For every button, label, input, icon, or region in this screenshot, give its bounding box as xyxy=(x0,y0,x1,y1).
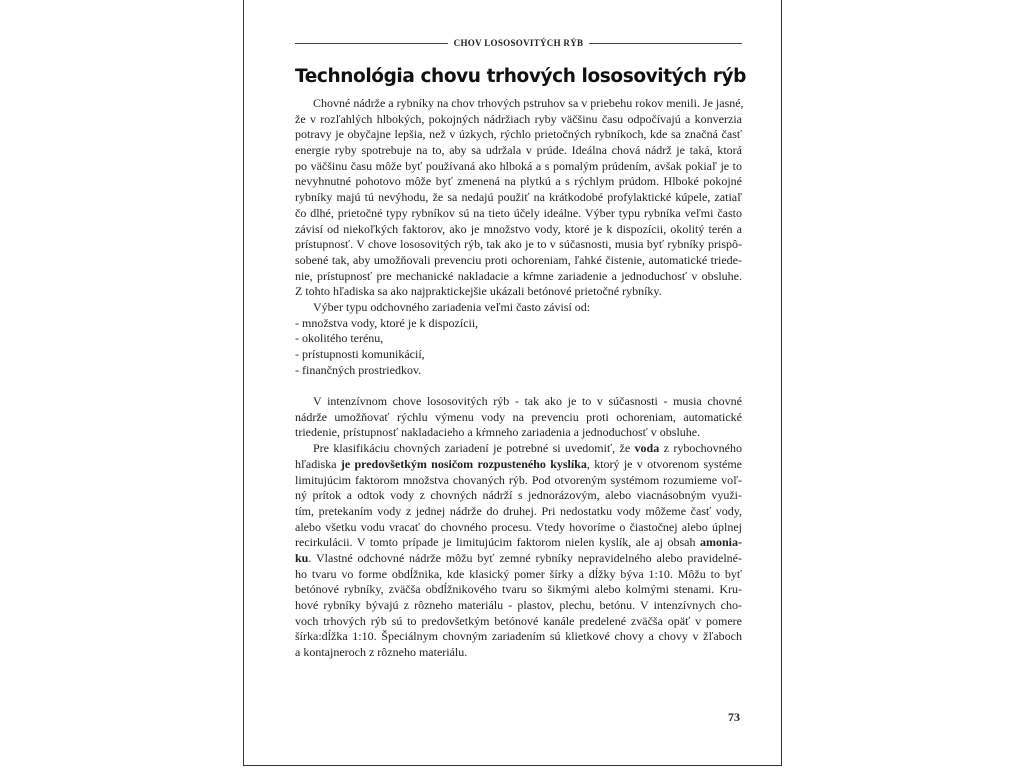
paragraph-gap xyxy=(295,378,742,394)
text-line-content: triedenie, prístupnosť nakladacieho a kŕmneho zariadenia a jednoduchosť v obsluhe. xyxy=(295,425,701,440)
text-line xyxy=(295,253,742,269)
text-line-content: a kontajneroch z rôzneho materiálu. xyxy=(295,645,468,660)
text-line-content: hové rybníky bývajú z rôzneho materiálu - plastov, plechu, betónu. V intenzívnych cho- xyxy=(295,598,742,612)
text-line xyxy=(295,347,742,363)
book-page xyxy=(243,0,782,766)
text-line-content: Výber typu odchovného zariadenia veľmi často závisí od: xyxy=(313,299,591,314)
text-line xyxy=(295,284,742,300)
text-line xyxy=(295,159,742,175)
text-line xyxy=(295,410,742,426)
bold-emphasis: voda xyxy=(634,441,660,456)
text-line xyxy=(295,206,742,222)
bold-emphasis: je predovšetkým nosičom rozpusteného kyslíka xyxy=(340,456,587,471)
text-line xyxy=(295,237,742,253)
body-text xyxy=(295,96,742,661)
page-number: 73 xyxy=(728,710,740,724)
text-line xyxy=(295,300,742,316)
text-line-content: betónové rybníky, zväčša obdĺžnikového tvaru so šikmými alebo kolmými stenami. Kru- xyxy=(295,582,742,597)
running-head-rule-left xyxy=(295,43,448,44)
running-head xyxy=(295,38,742,48)
text-line-content: potravy je obyčajne lepšia, než v úzkych, rýchlo prietočných rybníkoch, kde sa značná časť xyxy=(295,127,742,142)
text-line xyxy=(295,520,742,536)
text-line xyxy=(295,488,742,504)
text-line xyxy=(295,629,742,645)
text-line-content: závisí od niekoľkých faktorov, ako je množstvo vody, ktoré je k dispozícii, okolitý terén a xyxy=(295,221,742,236)
text-line-content: čo dlhé, prietočné typy rybníkov sú na tieto účely ideálne. Výber typu rybníka veľmi často xyxy=(295,205,742,220)
text-line-content: energie ryby spotrebuje na to, aby sa udržala v prúde. Ideálna chová nádrž je taká, ktorá xyxy=(295,143,742,158)
text-line-content: - prístupnosti komunikácií, xyxy=(295,347,425,361)
text-line-content: tím, pretekaním vody z jednej nádrže do druhej. Pri nedostatku vody môžeme časť vody, xyxy=(295,503,742,518)
text-line xyxy=(295,394,742,410)
running-head-rule-right xyxy=(589,43,742,44)
text-line-content: nádrže umožňovať rýchlu výmenu vody na prevenciu proti ochoreniam, automatické xyxy=(295,409,742,424)
text-line xyxy=(295,598,742,614)
text-line xyxy=(295,96,742,112)
text-line xyxy=(295,535,742,551)
text-line-content: po väčšinu času môže byť používaná ako hlboká a s pomalým prúdením, avšak pokiaľ je to xyxy=(295,158,742,173)
text-line xyxy=(295,316,742,332)
text-line-content: z rybochovného xyxy=(659,441,742,456)
text-line xyxy=(295,269,742,285)
text-line xyxy=(295,363,742,379)
text-line xyxy=(295,504,742,520)
text-line-content: recirkulácii. V tomto prípade je limitujúcim faktorom nielen kyslík, ale aj obsah xyxy=(295,535,700,550)
text-line-content: sobené tak, aby umožňovali prevenciu proti ochoreniam, ľahké čistenie, automatické triede- xyxy=(295,252,742,267)
page-title: Technológia chovu trhových lososovitých rýb xyxy=(295,66,746,87)
text-line-content: Chovné nádrže a rybníky na chov trhových pstruhov sa v priebehu rokov menili. Je jasné, xyxy=(313,96,744,110)
text-line-content: Z tohto hľadiska sa ako najpraktickejšie ukázali betónové prietočné rybníky. xyxy=(295,284,662,299)
text-line xyxy=(295,473,742,489)
text-line xyxy=(295,457,742,473)
text-line-content: . Vlastné odchovné nádrže môžu byť zemné rybníky nepravidelného alebo pravidelné- xyxy=(308,550,742,565)
text-line-content: šírka:dĺžka 1:10. Špeciálnym chovným zariadením sú klietkové chovy a chovy v žľaboch xyxy=(295,629,742,644)
bold-emphasis: amonia- xyxy=(700,535,742,550)
text-line-content: že v rozľahlých hlbokých, pokojných nádržiach ryby väčšinu času odpočívajú a konverzia xyxy=(295,111,742,126)
text-line-content: , ktorý je v otvorenom systéme xyxy=(586,456,743,471)
text-line xyxy=(295,222,742,238)
text-line-content: nevyhnutné pohotovo môže byť zmenená na plytkú a s rýchlym prúdom. Hlboké pokojné xyxy=(295,174,742,189)
text-line-content: - množstva vody, ktoré je k dispozícii, xyxy=(295,315,479,330)
running-head-text: CHOV LOSOSOVITÝCH RÝB xyxy=(453,38,584,48)
text-line xyxy=(295,441,742,457)
text-line xyxy=(295,127,742,143)
text-line-content: ný prítok a odtok vody z chovných nádrží s jednorázovým, alebo viacnásobným využi- xyxy=(295,488,742,503)
text-line xyxy=(295,174,742,190)
text-line xyxy=(295,645,742,661)
text-line xyxy=(295,425,742,441)
text-line xyxy=(295,614,742,630)
text-line xyxy=(295,143,742,159)
text-line-content: rybníky majú tú nevýhodu, že sa nedajú použiť na krátkodobé profylaktické kúpele, zatiaľ xyxy=(295,190,742,205)
text-line-content: ho tvaru vo forme obdĺžnika, kde klasický pomer šírky a dĺžky býva 1:10. Môžu to byť xyxy=(295,566,742,581)
text-line xyxy=(295,567,742,583)
text-line-content: alebo všetku vodu vracať do chovného procesu. Vtedy hovoríme o čiastočnej alebo úplnej xyxy=(295,519,742,534)
text-line-content: limitujúcim faktorom množstva chovaných rýb. Pod otvoreným systémom rozumieme voľ- xyxy=(295,472,742,487)
text-line-content: - okolitého terénu, xyxy=(295,331,384,346)
bold-emphasis: ku xyxy=(295,550,309,565)
text-line-content: - finančných prostriedkov. xyxy=(295,362,422,377)
text-line xyxy=(295,331,742,347)
text-line xyxy=(295,582,742,598)
text-line-content: voch trhových rýb sú to predovšetkým betónové kanále predelené zväčša opäť v pomere xyxy=(295,613,742,628)
text-line xyxy=(295,190,742,206)
text-line xyxy=(295,551,742,567)
text-line-content: hľadiska xyxy=(295,456,341,471)
text-line xyxy=(295,112,742,128)
text-line-content: V intenzívnom chove lososovitých rýb - tak ako je to v súčasnosti - musia chovné xyxy=(313,394,742,409)
text-line-content: nie, prístupnosť pre mechanické nakladacie a kŕmne zariadenie a jednoduchosť v obsluhe. xyxy=(295,268,742,283)
text-line-content: prístupnosť. V chove lososovitých rýb, tak ako je to v súčasnosti, musia byť rybníky prispô- xyxy=(295,237,742,252)
text-line-content: Pre klasifikáciu chovných zariadení je potrebné si uvedomiť, že xyxy=(313,441,635,456)
